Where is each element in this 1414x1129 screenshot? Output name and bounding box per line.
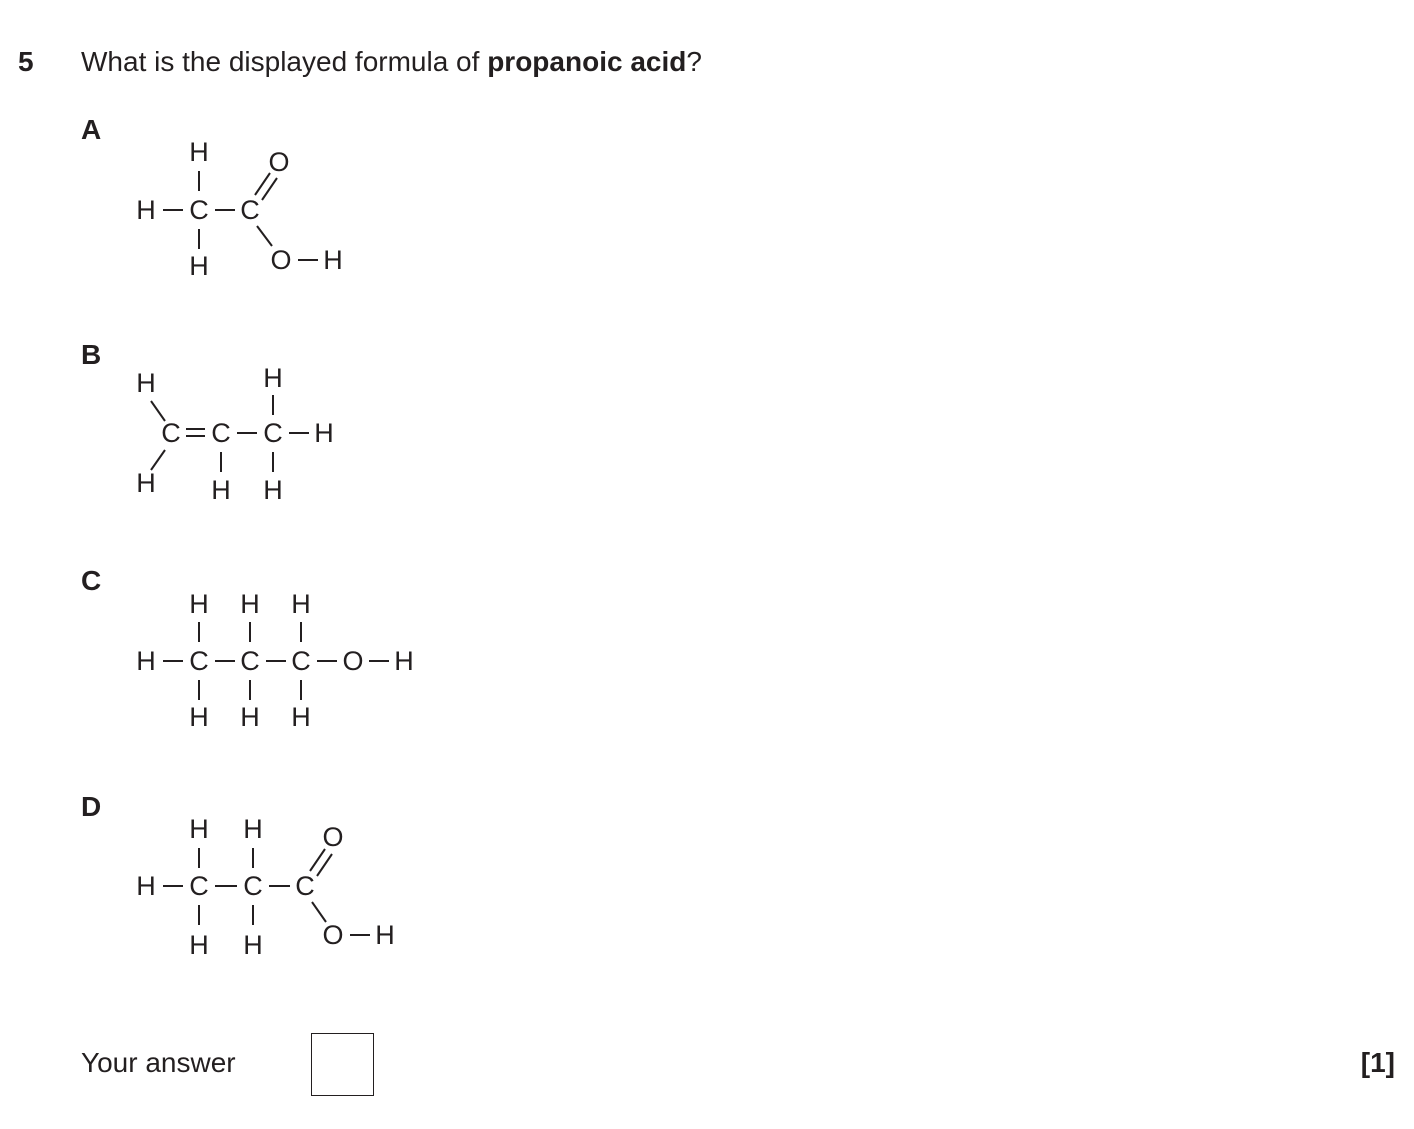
atom: C (240, 646, 260, 676)
question-text: What is the displayed formula of propanoic acid? (81, 46, 702, 77)
atom: O (268, 147, 290, 177)
atom: C (211, 418, 231, 448)
atom: C (295, 871, 315, 901)
atom: H (240, 702, 260, 732)
atom: H (211, 475, 231, 505)
answer-label: Your answer (81, 1047, 236, 1078)
atom: O (322, 822, 344, 852)
atom: H (314, 418, 334, 448)
atom: H (136, 646, 156, 676)
atom: C (263, 418, 283, 448)
atom: O (270, 245, 292, 275)
compound-name: propanoic acid (487, 46, 687, 77)
atom: C (240, 195, 260, 225)
option-letter-a: A (81, 114, 102, 145)
option-letter-c: C (81, 565, 102, 596)
atom: C (189, 195, 209, 225)
option-b-structure (136, 363, 334, 505)
atom: C (189, 871, 209, 901)
question-number: 5 (18, 46, 34, 77)
atom: H (323, 245, 343, 275)
atom: H (136, 871, 156, 901)
atom: C (189, 646, 209, 676)
atom: H (189, 251, 209, 281)
atom: H (189, 589, 209, 619)
atom: C (291, 646, 311, 676)
atom: H (375, 920, 395, 950)
atom: H (243, 930, 263, 960)
option-c-structure (136, 589, 414, 732)
atom: C (243, 871, 263, 901)
atom: H (189, 702, 209, 732)
atom: H (240, 589, 260, 619)
atom: O (322, 920, 344, 950)
marks-indicator: [1] (1360, 1047, 1395, 1078)
atom: H (291, 589, 311, 619)
option-a-structure (136, 137, 343, 281)
atom: H (189, 137, 209, 167)
atom: H (189, 814, 209, 844)
atom: H (136, 468, 156, 498)
atom: C (161, 418, 181, 448)
atom: H (136, 368, 156, 398)
answer-box[interactable] (311, 1033, 374, 1096)
option-letter-b: B (81, 339, 102, 370)
atom: H (136, 195, 156, 225)
atom: O (342, 646, 364, 676)
atom: H (291, 702, 311, 732)
atom: H (189, 930, 209, 960)
atom: H (263, 363, 283, 393)
atom: H (263, 475, 283, 505)
atom: H (243, 814, 263, 844)
option-d-structure (136, 814, 395, 960)
option-letter-d: D (81, 791, 102, 822)
atom: H (394, 646, 414, 676)
